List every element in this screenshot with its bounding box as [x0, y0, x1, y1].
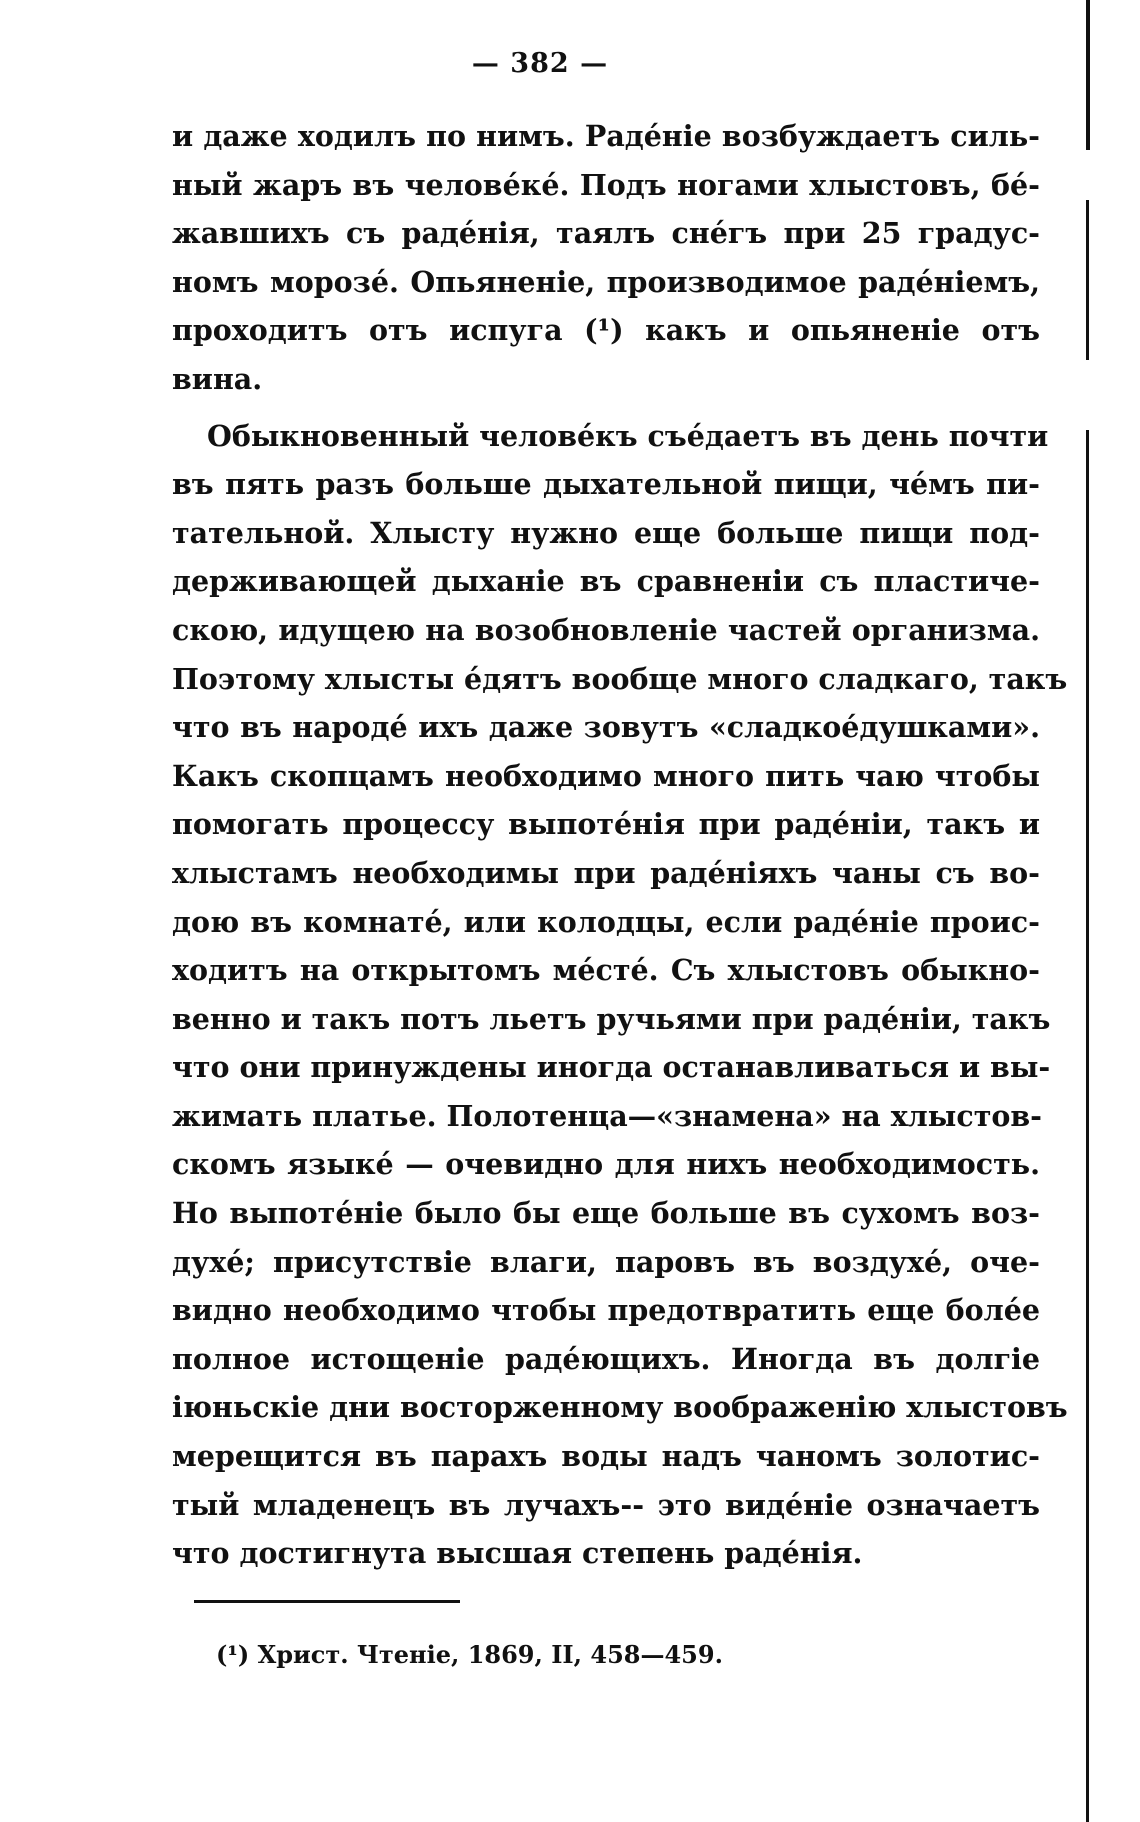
paragraph — [172, 412, 1068, 1578]
text-line: и даже ходилъ по нимъ. Раде́ніе возбуждаетъ силь- — [172, 119, 1040, 153]
page-edge-shadow — [1086, 0, 1090, 150]
text-line: хлыстамъ необходимы при раде́ніяхъ чаны съ во- — [172, 855, 1040, 890]
page-number: — 382 — — [471, 48, 609, 79]
text-line: жавшихъ съ раде́нія, таялъ сне́гъ при 25 градус- — [172, 216, 1040, 251]
text-line: вина. — [172, 361, 263, 396]
text-line: въ пять разъ больше дыхательной пищи, че́мъ пи- — [172, 467, 1040, 502]
text-line: тый младенецъ въ лучахъ-- это виде́ніе означаетъ — [172, 1487, 1040, 1522]
text-line: держивающей дыханіе въ сравненіи съ пластиче- — [172, 564, 1040, 599]
footnote: (¹) Христ. Чтеніе, 1869, II, 458—459. — [216, 1640, 723, 1669]
text-line: дою въ комнате́, или колодцы, если раде́ніе проис- — [172, 904, 1040, 939]
text-line: что въ народе́ ихъ даже зовутъ «сладкое́душками». — [172, 710, 1040, 745]
body-text — [172, 112, 1068, 1578]
page-edge-shadow — [1086, 430, 1089, 1822]
text-line: ходитъ на открытомъ ме́сте́. Съ хлыстовъ обыкно- — [172, 953, 1040, 988]
page-edge-shadow — [1086, 200, 1089, 360]
text-line: что достигнута высшая степень раде́нія. — [172, 1536, 863, 1571]
text-line: Какъ скопцамъ необходимо много пить чаю чтобы — [172, 758, 1040, 793]
text-line: полное истощеніе раде́ющихъ. Иногда въ долгіе — [172, 1341, 1040, 1376]
paragraph — [172, 112, 1040, 404]
text-line: видно необходимо чтобы предотвратить еще боле́е — [172, 1293, 1040, 1328]
text-line: скомъ языке́ — очевидно для нихъ необходимость. — [172, 1147, 1040, 1182]
text-line: жимать платье. Полотенца—«знамена» на хлыстов- — [172, 1098, 1043, 1133]
text-line: венно и такъ потъ льетъ ручьями при раде́ніи, такъ — [172, 1001, 1051, 1036]
footnote-rule — [194, 1600, 460, 1603]
text-line: духе́; присутствіе влаги, паровъ въ воздухе́, оче- — [172, 1244, 1040, 1279]
text-line: помогать процессу выпоте́нія при раде́ніи, такъ и — [172, 807, 1040, 842]
text-line: іюньскіе дни восторженному воображенію хлыстовъ — [172, 1390, 1068, 1425]
text-line: Поэтому хлысты е́дятъ вообще много сладкаго, такъ — [172, 661, 1068, 696]
text-line: номъ морозе́. Опьяненіе, производимое раде́ніемъ, — [172, 264, 1040, 299]
text-line: проходитъ отъ испуга (¹) какъ и опьяненіе отъ — [172, 313, 1040, 348]
text-line: скою, идущею на возобновленіе частей организма. — [172, 612, 1040, 647]
text-line: что они принуждены иногда останавливаться и вы- — [172, 1050, 1051, 1085]
text-line: мерещится въ парахъ воды надъ чаномъ золотис- — [172, 1439, 1040, 1474]
text-line: Но выпоте́ніе было бы еще больше въ сухомъ воз- — [172, 1196, 1040, 1231]
text-line: Обыкновенный челове́къ съе́даетъ въ день почти — [207, 418, 1049, 453]
text-line: ный жаръ въ челове́ке́. Подъ ногами хлыстовъ, бе́- — [172, 167, 1040, 202]
text-line: тательной. Хлысту нужно еще больше пищи под- — [172, 515, 1040, 550]
